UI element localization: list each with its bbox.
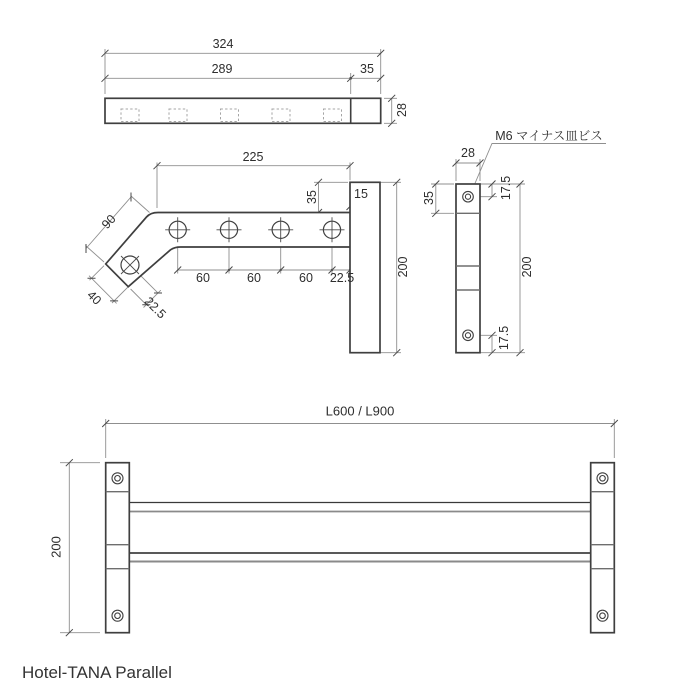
dim-overall-depth: 324 [212,36,234,51]
dim-top-offset-side: 35 [304,190,319,204]
dim-assembly-length: L600 / L900 [325,403,395,419]
right-wall-plate [591,463,615,633]
dim-bar-width: 28 [394,103,409,117]
dim-insert-depth: 15 [354,186,368,201]
plate-view-body [456,184,480,353]
dim-pitch-3: 60 [299,270,313,285]
dim-arm-depth: 289 [211,61,233,76]
front-view-dim-ticks [66,420,618,636]
dim-plate-height-side: 200 [395,256,410,278]
bracket-arm-outline [106,213,350,287]
bracket-wall-plate [350,182,380,352]
dim-arm-length: 225 [242,149,264,164]
dim-plate-top-offset: 35 [421,191,436,205]
dim-pitch-1: 60 [196,270,210,285]
left-wall-plate [106,463,130,633]
dim-diag-length: 90 [98,211,119,232]
dim-end-width: 40 [84,287,105,308]
dim-last-offset: 22.5 [329,270,355,285]
front-view [60,419,618,636]
side-view-bracket [106,182,380,352]
dim-hole-offset-top: 17.5 [498,175,513,201]
dim-hole-offset-bottom: 17.5 [496,325,511,351]
rails [129,503,590,562]
dim-end-hole-offset: 22.5 [141,294,169,322]
dim-plate-depth: 35 [360,61,374,76]
drawing-title: Hotel-TANA Parallel [22,663,172,682]
dim-pitch-2: 60 [247,270,261,285]
dim-plate-height: 200 [519,256,534,278]
top-view-bar [105,98,381,123]
dim-junction-dot [349,77,352,80]
front-view-body [106,463,615,633]
front-view-dimension-lines [60,419,614,633]
m6-screw-note: M6 マイナス皿ビス [495,128,603,143]
top-view [102,49,398,127]
dim-plate-width: 28 [461,145,475,160]
plate-view [431,144,606,357]
dim-assembly-height: 200 [48,536,64,558]
